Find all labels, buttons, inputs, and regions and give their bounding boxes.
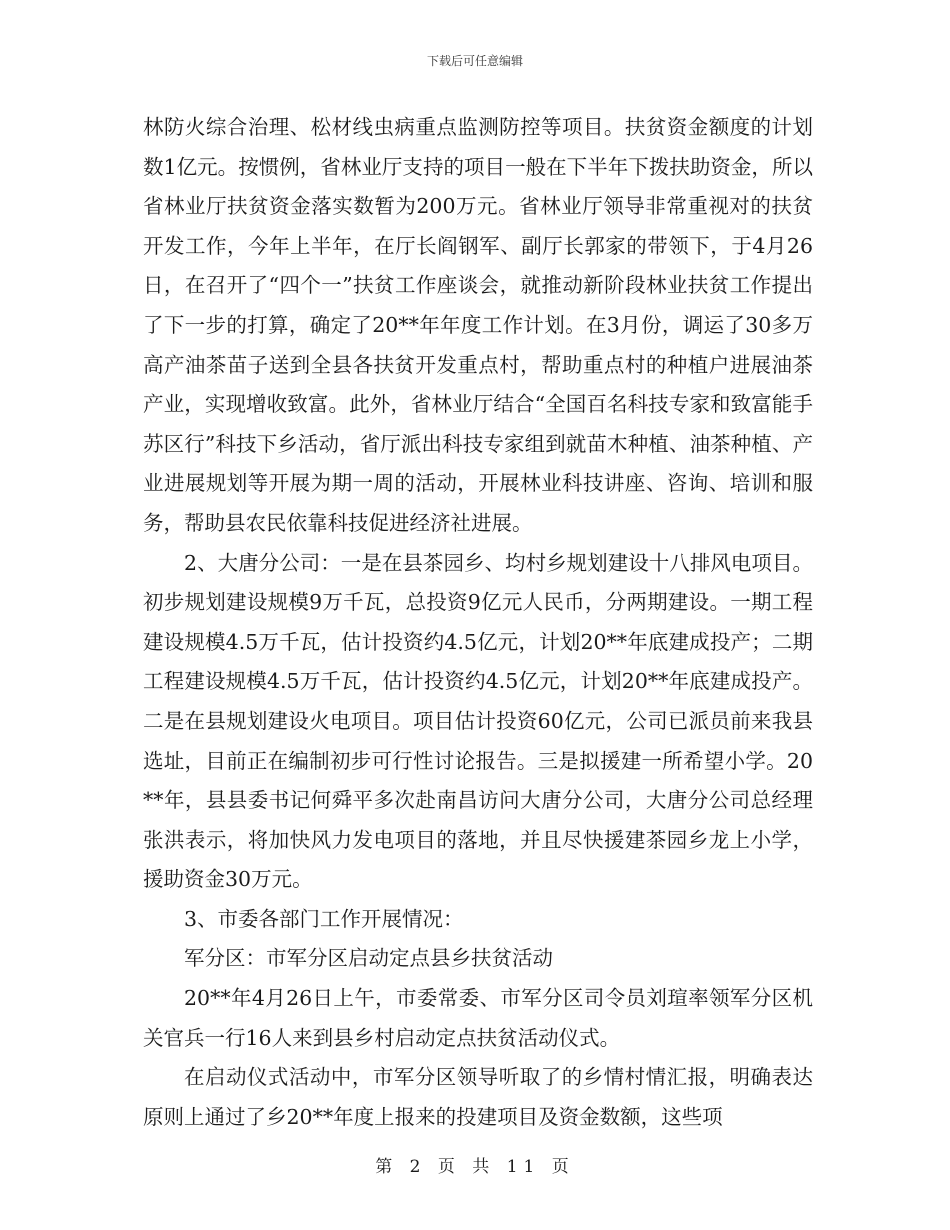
paragraph-datang: 2、大唐分公司：一是在县茶园乡、均村乡规划建设十八排风电项目。初步规划建设规模9万千瓦，总投资9亿元人民币，分两期建设。一期工程建设规模4.5万千瓦，估计投资约4.5亿元，计划20**年底建成投产；二期工程建设规模4.5万千瓦，估计投资约4.5亿元，计划20**年底建成投产。二是在县规划建设火电项目。项目估计投资60亿元，公司已派员前来我县选址，目前正在编制初步可行性讨论报告。三是拟援建一所希望小学。20**年，县县委书记何舜平多次赴南昌访问大唐分公司，大唐分公司总经理张洪表示，将加快风力发电项目的落地，并且尽快援建茶园乡龙上小学，援助资金30万元。: [143, 550, 813, 892]
paragraph-ceremony: 在启动仪式活动中，市军分区领导听取了的乡情村情汇报，明确表达原则上通过了乡20**年度上报来的投建项目及资金数额，这些项: [143, 1065, 813, 1129]
paragraph-military-heading: 军分区：市军分区启动定点县乡扶贫活动: [184, 946, 553, 971]
page-header: 下载后可任意编辑: [426, 54, 523, 68]
document-body: [143, 108, 813, 1137]
paragraph-forestry: 林防火综合治理、松材线虫病重点监测防控等项目。扶贫资金额度的计划数1亿元。按惯例，省林业厅支持的项目一般在下半年下拨扶助资金，所以省林业厅扶贫资金落实数暂为200万元。省林业厅领导非常重视对的扶贫开发工作，今年上半年，在厅长阎钢军、副厅长郭家的带领下，于4月26日，在召开了“四个一”扶贫工作座谈会，就推动新阶段林业扶贫工作提出了下一步的打算，确定了20**年年度工作计划。在3月份，调运了30多万高产油茶苗子送到全县各扶贫开发重点村，帮助重点村的种植户进展油茶产业，实现增收致富。此外，省林业厅结合“全国百名科技专家和致富能手苏区行”科技下乡活动，省厅派出科技专家组到就苗木种植、油茶种植、产业进展规划等开展为期一周的活动，开展林业科技讲座、咨询、培训和服务，帮助县农民依靠科技促进经济社进展。: [143, 115, 813, 535]
paragraph-section-heading: 3、市委各部门工作开展情况：: [184, 906, 464, 931]
paragraph-military-launch: 20**年4月26日上午，市委常委、市军分区司令员刘瑄率领军分区机关官兵一行16人来到县乡村启动定点扶贫活动仪式。: [143, 986, 813, 1050]
page-number: 第 2 页 共 11 页: [375, 1157, 575, 1177]
